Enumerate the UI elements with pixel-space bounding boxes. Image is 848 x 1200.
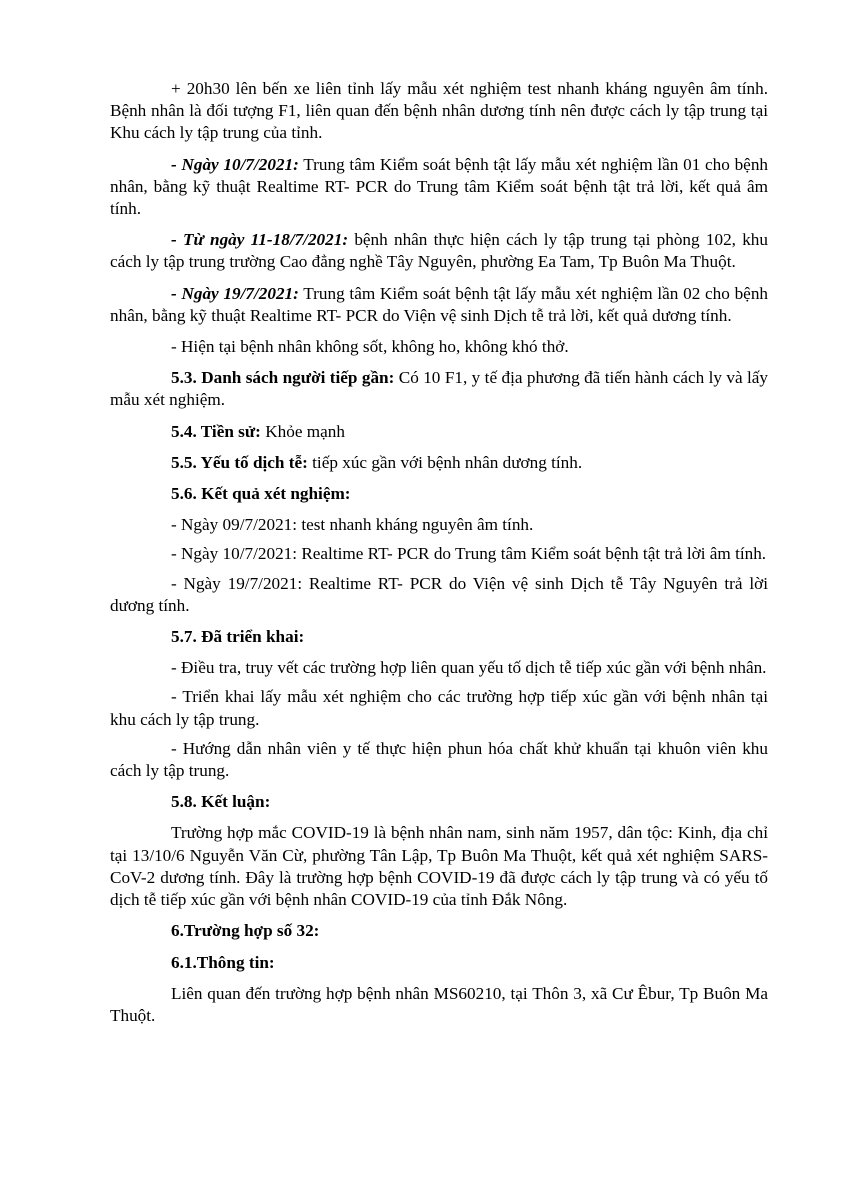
test-result-item: - Ngày 19/7/2021: Realtime RT- PCR do Viện vệ sinh Dịch tễ Tây Nguyên trả lời dương tính.	[110, 573, 768, 615]
section-5-6-heading: 5.6. Kết quả xét nghiệm:	[171, 484, 351, 504]
section-5-4	[110, 421, 768, 443]
date-label: - Từ ngày 11-18/7/2021:	[171, 230, 349, 250]
test-result-item: - Ngày 09/7/2021: test nhanh kháng nguyên âm tính.	[171, 515, 534, 535]
section-5-7-heading: 5.7. Đã triển khai:	[171, 627, 305, 647]
paragraph-first-test	[110, 154, 768, 221]
section-text: Có 10 F1, y tế địa phương đã tiến hành cách ly và lấy mẫu xét nghiệm.	[110, 368, 768, 410]
paragraph-text: Trung tâm Kiểm soát bệnh tật lấy mẫu xét nghiệm lần 02 cho bệnh nhân, bằng kỹ thuật Realtime RT- PCR do Viện vệ sinh Dịch tễ trả lời, kết quả dương tính.	[110, 283, 769, 325]
paragraph-current-status: - Hiện tại bệnh nhân không sốt, không ho, không khó thở.	[171, 337, 569, 357]
info-paragraph: Liên quan đến trường hợp bệnh nhân MS60210, tại Thôn 3, xã Cư Êbur, Tp Buôn Ma Thuột.	[110, 983, 768, 1025]
section-5-8-heading: 5.8. Kết luận:	[171, 792, 271, 812]
section-heading: 5.5. Yếu tố dịch tễ:	[171, 452, 308, 472]
section-5-5	[110, 452, 768, 474]
paragraph-second-test	[110, 283, 768, 327]
document-page	[110, 78, 768, 1036]
date-label: - Ngày 19/7/2021:	[171, 283, 299, 303]
paragraph-text: bệnh nhân thực hiện cách ly tập trung tại phòng 102, khu cách ly tập trung trường Cao đẳng nghề Tây Nguyên, phường Ea Tam, Tp Buôn Ma Thuột.	[110, 230, 768, 272]
section-text: tiếp xúc gần với bệnh nhân dương tính.	[307, 452, 583, 472]
action-item: - Triển khai lấy mẫu xét nghiệm cho các trường hợp tiếp xúc gần với bệnh nhân tại khu cách ly tập trung.	[110, 687, 768, 729]
action-item: - Hướng dẫn nhân viên y tế thực hiện phun hóa chất khử khuẩn tại khuôn viên khu cách ly tập trung.	[110, 738, 768, 781]
test-result-item: - Ngày 10/7/2021: Realtime RT- PCR do Trung tâm Kiểm soát bệnh tật trả lời âm tính.	[171, 544, 767, 564]
section-heading: 5.4. Tiền sử:	[171, 421, 261, 441]
section-text: Khỏe mạnh	[260, 421, 345, 441]
section-heading: 5.3. Danh sách người tiếp gần:	[171, 368, 395, 388]
paragraph-rapid-test: + 20h30 lên bến xe liên tỉnh lấy mẫu xét nghiệm test nhanh kháng nguyên âm tính. Bệnh nhân là đối tượng F1, liên quan đến bệnh nhân dương tính nên được cách ly tập trung tại Khu cách ly tập trung của tỉnh.	[110, 79, 768, 143]
section-6-heading: 6.Trường hợp số 32:	[171, 921, 320, 941]
conclusion-paragraph: Trường hợp mắc COVID-19 là bệnh nhân nam, sinh năm 1957, dân tộc: Kinh, địa chỉ tại 13/10/6 Nguyễn Văn Cừ, phường Tân Lập, Tp Buôn Ma Thuột, kết quả xét nghiệm SARS-CoV-2 dương tính. Đây là trường hợp bệnh COVID-19 đã được cách ly tập trung và có yếu tố dịch tễ tiếp xúc gần với bệnh nhân COVID-19 của tỉnh Đắk Nông.	[110, 823, 768, 910]
action-item: - Điều tra, truy vết các trường hợp liên quan yếu tố dịch tễ tiếp xúc gần với bệnh nhân.	[171, 658, 767, 678]
paragraph-isolation	[110, 229, 768, 273]
paragraph-text: Trung tâm Kiểm soát bệnh tật lấy mẫu xét nghiệm lần 01 cho bệnh nhân, bằng kỹ thuật Realtime RT- PCR do Trung tâm Kiểm soát bệnh tật trả lời, kết quả âm tính.	[110, 154, 769, 219]
section-5-3	[110, 367, 768, 411]
date-label: - Ngày 10/7/2021:	[171, 154, 299, 174]
section-6-1-heading: 6.1.Thông tin:	[171, 952, 275, 972]
